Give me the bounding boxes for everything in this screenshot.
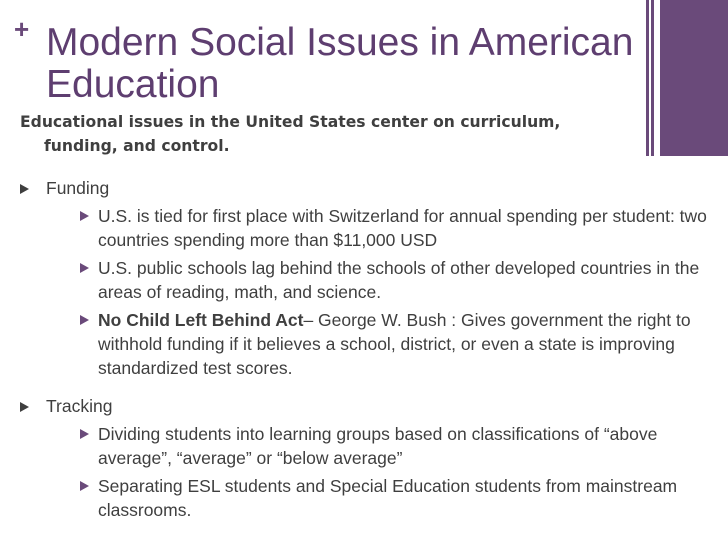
- slide-subtitle: [20, 110, 640, 158]
- section-heading-funding: [20, 176, 720, 200]
- list-item: [80, 474, 720, 522]
- subtitle-line-2: funding, and control.: [44, 137, 230, 155]
- bullet-icon: [80, 263, 89, 273]
- decorative-bar-thin: [646, 0, 649, 156]
- list-item: [80, 204, 720, 252]
- list-item-text: – George W. Bush : Gives government the right to withhold funding if it believes a school, district, or even a state is improving standardized test scores.: [98, 310, 691, 378]
- list-item-text: U.S. public schools lag behind the schools of other developed countries in the areas of reading, math, and science.: [98, 258, 700, 302]
- decorative-bar-thin: [651, 0, 654, 156]
- list-item: [80, 256, 720, 304]
- bullet-icon: [80, 315, 89, 325]
- bullet-icon: [80, 429, 89, 439]
- plus-icon: +: [14, 14, 30, 44]
- list-item-text: Dividing students into learning groups based on classifications of “above average”, “average” or “below average”: [98, 424, 658, 468]
- list-item: [80, 308, 720, 380]
- bullet-icon: [20, 184, 29, 194]
- bullet-icon: [80, 481, 89, 491]
- section-heading-label: Funding: [46, 178, 110, 198]
- list-item-text: Separating ESL students and Special Education students from mainstream classrooms.: [98, 476, 678, 520]
- decorative-bar-wide: [660, 0, 728, 156]
- section-heading-tracking: [20, 394, 720, 418]
- bullet-icon: [80, 211, 89, 221]
- subtitle-line-1: Educational issues in the United States center on curriculum,: [20, 113, 561, 131]
- slide-content: [20, 176, 720, 522]
- slide-title: Modern Social Issues in American Education: [46, 21, 634, 106]
- list-item-bold-term: No Child Left Behind Act: [98, 310, 304, 330]
- list-item-text: U.S. is tied for first place with Switzerland for annual spending per student: two countries spending more than $11,000 USD: [98, 206, 707, 250]
- bullet-icon: [20, 402, 29, 412]
- list-item: [80, 422, 720, 470]
- section-heading-label: Tracking: [46, 396, 113, 416]
